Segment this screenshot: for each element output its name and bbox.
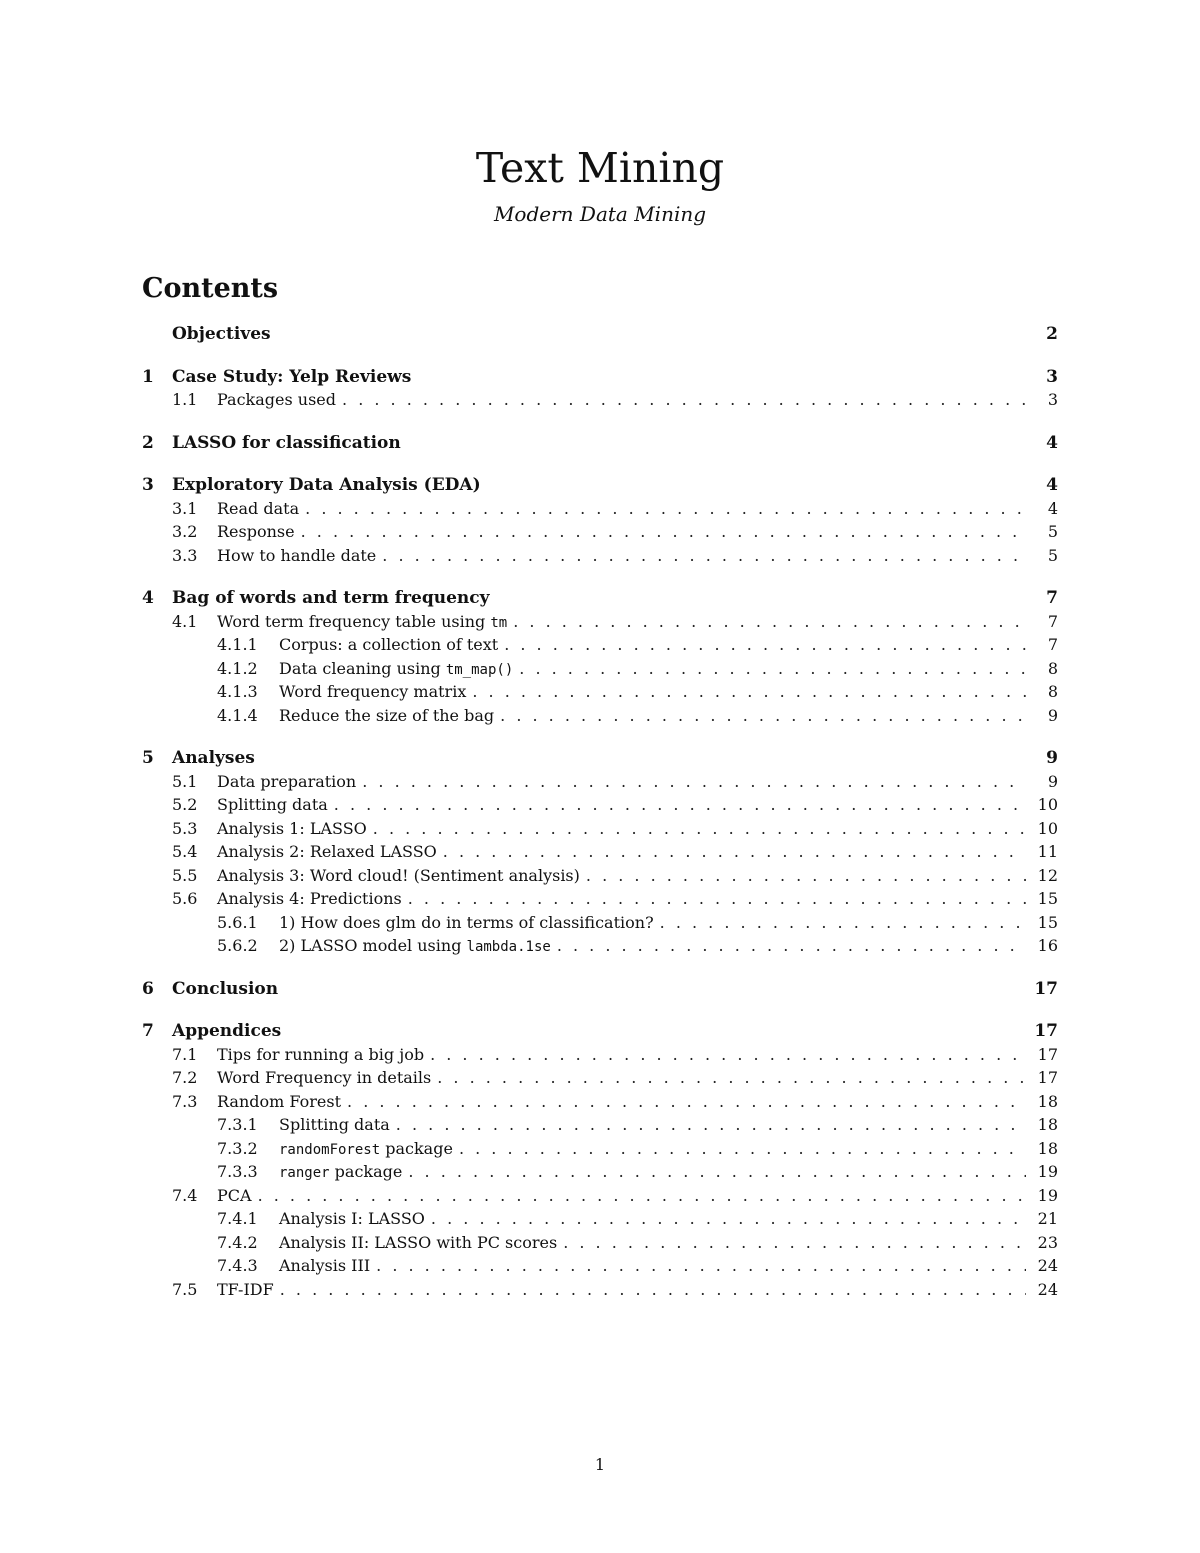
- toc-number: 5.5: [172, 865, 198, 885]
- toc-dot-leader: [431, 1207, 1026, 1231]
- toc-code-text: tm_map(): [445, 661, 514, 678]
- toc-number: 7.5: [172, 1279, 198, 1299]
- toc-label: Packages used: [217, 390, 337, 409]
- toc-label: Analysis 1: LASSO: [217, 818, 367, 838]
- toc-number: 5.1: [172, 771, 198, 791]
- toc-dot-leader: [557, 934, 1026, 958]
- toc-page-number: 2: [1046, 324, 1058, 344]
- toc-dot-leader: [362, 770, 1026, 794]
- toc-subsection[interactable]: [142, 770, 1058, 794]
- toc-dot-leader: [472, 680, 1026, 704]
- toc-label: Analysis 3: Word cloud! (Sentiment analysis): [217, 865, 580, 885]
- toc-section[interactable]: [142, 977, 1058, 1001]
- toc-label: TF-IDF: [217, 1279, 274, 1299]
- toc-dot-leader: [382, 544, 1026, 568]
- toc-number: 5.3: [172, 818, 198, 838]
- toc-code-text: lambda.1se: [466, 939, 551, 955]
- toc-label: Data cleaning using tm_map(): [279, 658, 514, 678]
- toc-dot-leader: [342, 388, 1026, 412]
- toc-number: 7.3.1: [217, 1115, 258, 1134]
- toc-subsection[interactable]: [142, 1043, 1058, 1067]
- toc-number: 7.1: [172, 1044, 198, 1064]
- toc-subsection[interactable]: [142, 497, 1058, 521]
- toc-label: Word Frequency in details: [217, 1068, 432, 1087]
- toc-number: 7.3.2: [217, 1138, 258, 1158]
- toc-section[interactable]: [142, 322, 1058, 346]
- toc-page-number: 5: [1047, 522, 1058, 541]
- toc-subsection[interactable]: [142, 520, 1058, 544]
- toc-subsection[interactable]: [142, 793, 1058, 817]
- toc-number: 5.4: [172, 842, 198, 861]
- toc-label: 2) LASSO model using lambda.1se: [279, 936, 551, 955]
- toc-number: 7.3.3: [217, 1162, 258, 1181]
- toc-page-number: 24: [1037, 1256, 1058, 1275]
- toc-subsection[interactable]: [142, 817, 1058, 841]
- toc-subsection[interactable]: [142, 864, 1058, 888]
- toc-number: 4.1: [172, 611, 198, 631]
- toc-dot-leader: [519, 657, 1026, 681]
- toc-section[interactable]: [142, 1019, 1058, 1043]
- toc-dot-leader: [437, 1066, 1026, 1090]
- toc-page-number: 5: [1047, 545, 1058, 565]
- toc-label: Analysis 2: Relaxed LASSO: [217, 842, 437, 861]
- toc-page-number: 18: [1037, 1138, 1058, 1158]
- toc-label: Analysis III: [279, 1256, 371, 1275]
- toc-subsubsection[interactable]: [142, 1137, 1058, 1161]
- toc-subsection[interactable]: [142, 610, 1058, 634]
- toc-subsubsection[interactable]: [142, 680, 1058, 704]
- toc-dot-leader: [373, 817, 1026, 841]
- toc-number: 5.2: [172, 795, 198, 814]
- toc-label: Word term frequency table using tm: [217, 611, 508, 631]
- toc-page-number: 10: [1037, 795, 1058, 814]
- toc-page-number: 9: [1046, 748, 1058, 768]
- toc-dot-leader: [376, 1254, 1026, 1278]
- toc-label: Corpus: a collection of text: [279, 635, 499, 654]
- toc-number: 5.6.1: [217, 912, 258, 932]
- toc-page-number: 8: [1047, 682, 1058, 701]
- toc-label: Tips for running a big job: [217, 1044, 425, 1064]
- toc-number: 7.4.2: [217, 1232, 258, 1252]
- toc-subsection[interactable]: [142, 840, 1058, 864]
- toc-subsubsection[interactable]: [142, 704, 1058, 728]
- toc-page-number: 23: [1037, 1232, 1058, 1252]
- toc-page-number: 7: [1047, 635, 1058, 654]
- toc-subsubsection[interactable]: [142, 934, 1058, 958]
- toc-page-number: 19: [1037, 1162, 1058, 1181]
- toc-page-number: 17: [1037, 1068, 1058, 1087]
- toc-section[interactable]: [142, 746, 1058, 770]
- toc-page-number: 10: [1037, 818, 1058, 838]
- toc-page-number: 8: [1047, 658, 1058, 678]
- toc-page-number: 15: [1037, 889, 1058, 908]
- toc-page-number: 16: [1037, 936, 1058, 955]
- toc-subsection[interactable]: [142, 1066, 1058, 1090]
- toc-number: 5.6.2: [217, 936, 258, 955]
- document-title: Text Mining: [475, 144, 725, 192]
- toc-dot-leader: [396, 1113, 1026, 1137]
- toc-number: 3: [142, 475, 154, 495]
- document-subtitle: Modern Data Mining: [493, 202, 707, 226]
- toc-number: 3.1: [172, 498, 198, 518]
- toc-label: randomForest package: [279, 1138, 453, 1158]
- toc-subsubsection[interactable]: [142, 1254, 1058, 1278]
- toc-page-number: 17: [1034, 978, 1058, 999]
- toc-label: Word frequency matrix: [279, 682, 467, 701]
- toc-page-number: 9: [1047, 705, 1058, 725]
- toc-dot-leader: [586, 864, 1026, 888]
- toc-page-number: 21: [1037, 1209, 1058, 1228]
- toc-subsubsection[interactable]: [142, 1160, 1058, 1184]
- toc-number: 1: [142, 366, 154, 387]
- toc-label: How to handle date: [217, 545, 377, 565]
- toc-number: 2: [142, 432, 154, 453]
- toc-number: 4: [142, 588, 154, 608]
- toc-label: Random Forest: [217, 1091, 342, 1111]
- toc-page-number: 24: [1037, 1279, 1058, 1299]
- toc-page-number: 7: [1046, 588, 1058, 608]
- toc-subsubsection[interactable]: [142, 1207, 1058, 1231]
- toc-dot-leader: [280, 1278, 1026, 1302]
- toc-number: 7: [142, 1021, 154, 1041]
- toc-page-number: 17: [1037, 1044, 1058, 1064]
- toc-subsection[interactable]: [142, 887, 1058, 911]
- toc-code-text: randomForest: [279, 1141, 381, 1158]
- toc-label: Bag of words and term frequency: [172, 588, 490, 608]
- toc-dot-leader: [347, 1090, 1026, 1114]
- toc-number: 4.1.1: [217, 635, 258, 654]
- toc-page-number: 18: [1037, 1091, 1058, 1111]
- toc-page-number: 7: [1047, 611, 1058, 631]
- toc-label: ranger package: [279, 1162, 403, 1181]
- toc-number: 6: [142, 978, 154, 999]
- page-number: 1: [594, 1455, 606, 1474]
- toc-page-number: 11: [1037, 842, 1058, 861]
- toc-subsubsection[interactable]: [142, 1231, 1058, 1255]
- toc-subsubsection[interactable]: [142, 633, 1058, 657]
- toc-number: 7.3: [172, 1091, 198, 1111]
- toc-page-number: 15: [1037, 912, 1058, 932]
- toc-label: Appendices: [172, 1021, 282, 1041]
- toc-number: 5: [142, 748, 154, 768]
- toc-number: 3.2: [172, 522, 198, 541]
- toc-dot-leader: [305, 497, 1026, 521]
- toc-dot-leader: [443, 840, 1026, 864]
- toc-label: PCA: [217, 1185, 252, 1205]
- toc-number: 4.1.3: [217, 682, 258, 701]
- toc-code-text: ranger: [279, 1165, 330, 1181]
- toc-subsubsection[interactable]: [142, 657, 1058, 681]
- toc-page-number: 4: [1047, 498, 1058, 518]
- toc-subsubsection[interactable]: [142, 1113, 1058, 1137]
- toc-page-number: 18: [1037, 1115, 1058, 1134]
- toc-dot-leader: [500, 704, 1026, 728]
- toc-number: 7.4.3: [217, 1256, 258, 1275]
- toc-label: Read data: [217, 498, 300, 518]
- toc-dot-leader: [430, 1043, 1026, 1067]
- toc-dot-leader: [334, 793, 1026, 817]
- toc-label: Analysis I: LASSO: [279, 1209, 425, 1228]
- toc-dot-leader: [408, 887, 1026, 911]
- toc-label: 1) How does glm do in terms of classification?: [279, 912, 654, 932]
- toc-dot-leader: [660, 911, 1026, 935]
- toc-number: 7.4.1: [217, 1209, 258, 1228]
- toc-label: LASSO for classification: [172, 432, 401, 453]
- toc-number: 3.3: [172, 545, 198, 565]
- toc-number: 4.1.2: [217, 658, 258, 678]
- toc-page-number: 19: [1037, 1185, 1058, 1205]
- toc-label: Exploratory Data Analysis (EDA): [172, 475, 481, 495]
- toc-subsubsection[interactable]: [142, 911, 1058, 935]
- toc-page-number: 4: [1046, 475, 1058, 495]
- toc-code-text: tm: [490, 614, 508, 631]
- toc-page-number: 3: [1046, 366, 1058, 387]
- toc-number: 7.2: [172, 1068, 198, 1087]
- toc-dot-leader: [563, 1231, 1026, 1255]
- toc-dot-leader: [408, 1160, 1026, 1184]
- toc-dot-leader: [258, 1184, 1026, 1208]
- toc-label: Analyses: [172, 748, 255, 768]
- toc-dot-leader: [513, 610, 1026, 634]
- toc-section[interactable]: [142, 431, 1058, 455]
- toc-subsection[interactable]: [142, 1184, 1058, 1208]
- toc-label: Analysis II: LASSO with PC scores: [279, 1232, 558, 1252]
- toc-page-number: 17: [1034, 1021, 1058, 1041]
- toc-number: 4.1.4: [217, 705, 258, 725]
- toc-label: Reduce the size of the bag: [279, 705, 495, 725]
- toc-dot-leader: [504, 633, 1026, 657]
- toc-section[interactable]: [142, 365, 1058, 389]
- toc-label: Response: [217, 522, 295, 541]
- toc-number: 1.1: [172, 390, 198, 409]
- toc-number: 5.6: [172, 889, 198, 908]
- toc-section[interactable]: [142, 473, 1058, 497]
- toc-page-number: 3: [1047, 390, 1058, 409]
- toc-label: Analysis 4: Predictions: [217, 889, 402, 908]
- toc-subsection[interactable]: [142, 544, 1058, 568]
- toc-label: Data preparation: [217, 771, 357, 791]
- toc-number: 7.4: [172, 1185, 198, 1205]
- toc-subsection[interactable]: [142, 388, 1058, 412]
- toc-label: Case Study: Yelp Reviews: [172, 366, 412, 387]
- toc-dot-leader: [301, 520, 1026, 544]
- toc-label: Objectives: [172, 324, 271, 344]
- toc-dot-leader: [459, 1137, 1026, 1161]
- toc-label: Splitting data: [217, 795, 328, 814]
- toc-page-number: 12: [1037, 865, 1058, 885]
- toc-label: Conclusion: [172, 978, 279, 999]
- toc-page-number: 4: [1046, 432, 1058, 453]
- toc-subsection[interactable]: [142, 1090, 1058, 1114]
- toc-page-number: 9: [1047, 771, 1058, 791]
- toc-label: Splitting data: [279, 1115, 390, 1134]
- contents-heading: Contents: [142, 273, 279, 304]
- toc-subsection[interactable]: [142, 1278, 1058, 1302]
- toc-section[interactable]: [142, 586, 1058, 610]
